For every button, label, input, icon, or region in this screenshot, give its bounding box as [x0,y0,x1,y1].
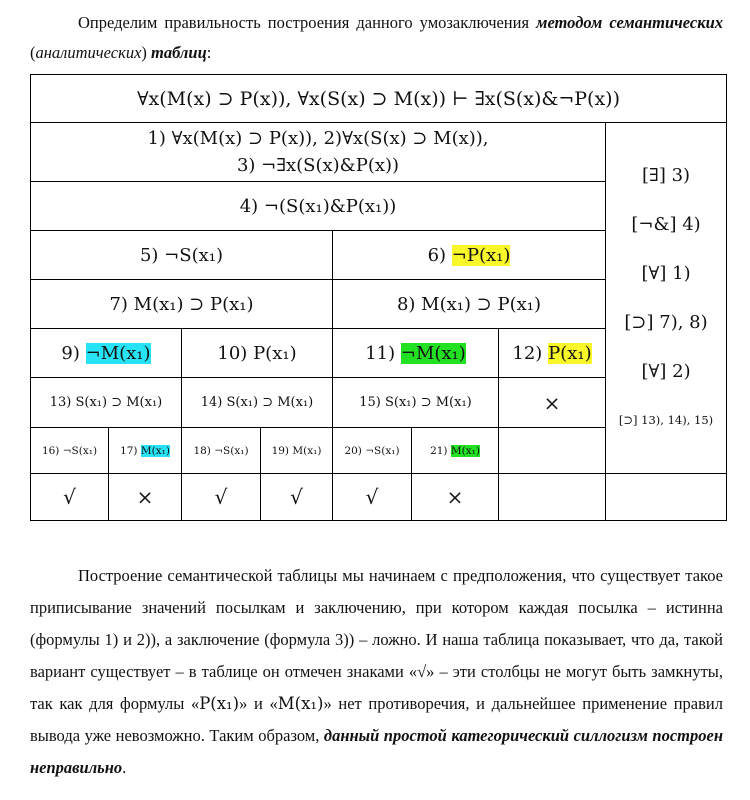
formula-11-highlighted: ¬M(x₁) [400,342,466,364]
formula-6-highlighted: ¬P(x₁) [451,244,511,266]
formula-12-highlighted: P(x₁) [548,342,592,364]
formula-6-number: 6) [427,244,452,266]
intro-paragraph [30,8,723,68]
premises-line-2: 3) ¬∃x(S(x)&P(x)) [236,155,400,176]
formula-4-cell: 4) ¬(S(x₁)&P(x₁)) [31,182,606,231]
formula-11-number: 11) [365,342,401,364]
formula-17-number: 17) [120,444,141,457]
rule-implies-13-14-15: [⊃] 13), 14), 15) [618,413,714,427]
formula-19-cell [261,428,333,474]
semantic-table [30,74,727,521]
mark-closed-17: × [109,474,182,521]
intro-text: Определим правильность построения данного умозаключения [78,13,537,32]
formula-19-formula: M(x₁) [292,444,322,457]
formula-9-highlighted: ¬M(x₁) [85,342,151,364]
mark-open-18: √ [182,474,261,521]
rule-not-and-4: [¬&] 4) [631,214,701,235]
premises-line-1: 1) ∀x(M(x) ⊃ P(x)), 2)∀x(S(x) ⊃ M(x)), [147,128,489,149]
formula-5-cell: 5) ¬S(x₁) [31,231,333,280]
premises-cell [31,123,606,182]
conclusion-formula-m: M(x₁) [277,694,324,713]
mark-open-16: √ [31,474,109,521]
closed-mark-12: × [499,378,606,428]
formula-9-cell [31,329,182,378]
intro-paren-close: ) [141,43,152,62]
conclusion-period: . [122,758,127,777]
mark-closed-21: × [412,474,499,521]
formula-21-cell [412,428,499,474]
formula-10-formula: P(x₁) [253,342,297,364]
intro-emphasis-analytic: аналитических [35,43,142,62]
rule-exists-3: [∃] 3) [642,165,691,186]
formula-9-number: 9) [61,342,86,364]
rules-column [606,123,727,474]
formula-20-number: 20) [344,444,366,457]
formula-20-formula: ¬S(x₁) [365,444,400,457]
formula-17-cell [109,428,182,474]
formula-15-cell: 15) S(x₁) ⊃ M(x₁) [333,378,499,428]
rule-implies-7-8: [⊃] 7), 8) [624,312,708,333]
conclusion-paragraph [30,560,723,784]
table-header-inference: ∀x(M(x) ⊃ P(x)), ∀x(S(x) ⊃ M(x)) ⊢ ∃x(S(x)&¬P(x)) [31,75,727,123]
conclusion-text-3: » нет противоречия, и дальнейшее применение правил вывода уже невозможно. Таким образом, [30,694,723,745]
conclusion-text-1: Построение семантической таблицы мы начинаем с предположения, что существует такое приписывание значений посылкам и заключению, при котором каждая посылка – истинна (формулы 1) и 2)), а заключение (формула 3)) – ложно. И наша таблица показывает, что да, такой вариант существует – в таблице он отмечен знаками «√» – эти столбцы не могут быть замкнуты, так как для формулы « [30,566,723,713]
formula-21-number: 21) [430,444,451,457]
formula-10-number: 10) [217,342,254,364]
formula-17-highlighted: M(x₁) [140,444,170,457]
mark-open-20: √ [333,474,412,521]
empty-cell [499,428,606,474]
formula-12-number: 12) [512,342,549,364]
formula-11-cell [333,329,499,378]
empty-rules-bottom [606,474,727,521]
formula-14-cell: 14) S(x₁) ⊃ M(x₁) [182,378,333,428]
intro-emphasis-tables: таблиц [151,43,207,62]
formula-6-cell [333,231,606,280]
formula-12-cell [499,329,606,378]
formula-13-cell: 13) S(x₁) ⊃ M(x₁) [31,378,182,428]
intro-emphasis-method: методом семантических [536,13,724,32]
formula-16-number: 16) [41,444,63,457]
formula-16-formula: ¬S(x₁) [62,444,98,457]
mark-open-19: √ [261,474,333,521]
formula-20-cell [333,428,412,474]
formula-21-highlighted: M(x₁) [450,444,480,457]
formula-10-cell [182,329,333,378]
formula-18-number: 18) [193,444,215,457]
conclusion-text-2: » и « [239,694,278,713]
intro-colon: : [206,43,212,62]
conclusion-formula-p: P(x₁) [199,694,240,713]
formula-19-number: 19) [271,444,293,457]
rule-forall-1: [∀] 1) [641,263,691,284]
formula-16-cell [31,428,109,474]
empty-mark-cell [499,474,606,521]
formula-18-formula: ¬S(x₁) [214,444,249,457]
formula-7-cell: 7) M(x₁) ⊃ P(x₁) [31,280,333,329]
intro-paren-open: ( [30,43,36,62]
conclusion-emphasis: данный простой категорический силлогизм построен неправильно [30,726,723,777]
formula-18-cell [182,428,261,474]
rule-forall-2: [∀] 2) [641,361,691,382]
formula-8-cell: 8) M(x₁) ⊃ P(x₁) [333,280,606,329]
